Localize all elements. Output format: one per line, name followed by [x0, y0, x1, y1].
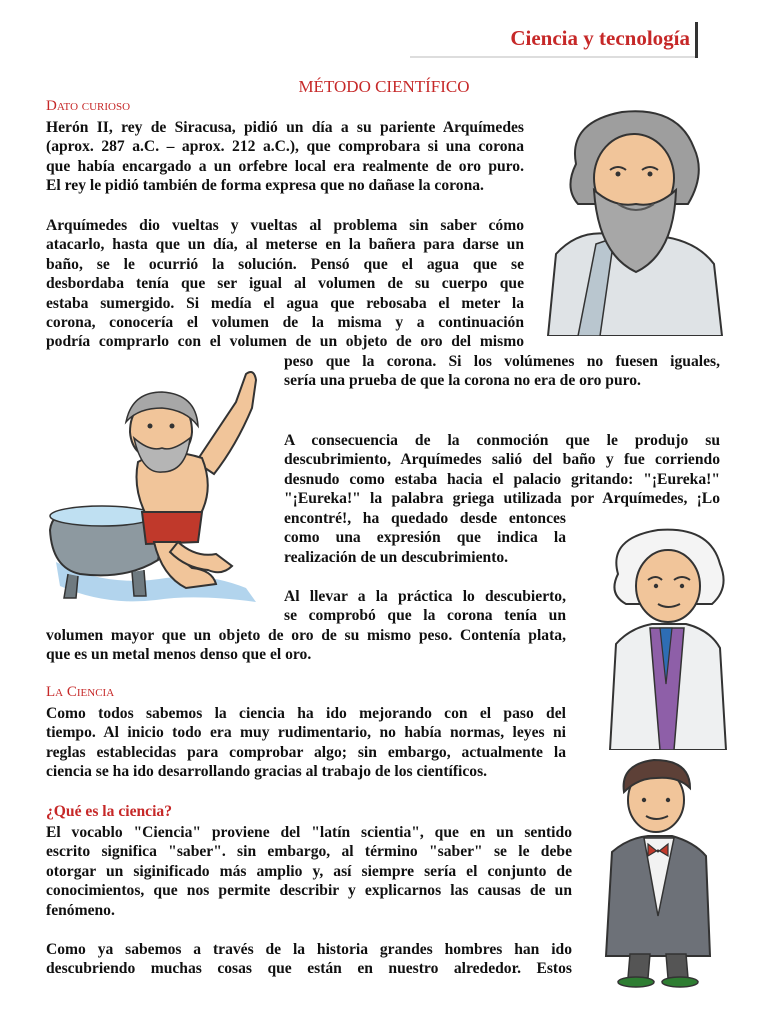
paragraph-que-es: [46, 823, 572, 920]
text-line: descubrimiento, Arquímedes salió del baño y fue corriendo: [284, 451, 720, 469]
text-line: que es un metal menos denso que el oro.: [46, 646, 312, 664]
text-line: Al llevar a la práctica lo descubierto,: [284, 588, 566, 605]
text-line: desnudo como estaba hacia el palacio gritando: "¡Eureka!": [284, 470, 720, 488]
text-line: conocimientos, que nos permite describir y explicarnos las causas de un: [46, 882, 572, 900]
text-line: A consecuencia de la conmoción que le produjo su: [284, 432, 720, 449]
paragraph-practica-cont: [46, 626, 566, 665]
paragraph-eureka: [284, 431, 720, 509]
text-line: atacarlo, hasta que un día, al meterse en la bañera para darse un: [46, 236, 524, 254]
text-line: escrito significa "saber". sin embargo, al término "saber" se le debe: [46, 843, 572, 861]
text-line: (aprox. 287 a.C. – aprox. 212 a.C.), que comprobara si una corona: [46, 138, 524, 156]
paragraph-heron: [46, 118, 524, 196]
scientist-white-hair-illustration: [600, 524, 732, 750]
text-line: desbordaba tenía que ser igual al volumen de su cuerpo que: [46, 275, 524, 293]
text-line: fenómeno.: [46, 901, 115, 919]
scientist-bowtie-illustration: [598, 756, 718, 988]
paragraph-arquimedes-cont: [284, 352, 720, 391]
text-line: podría comprarlo con el volumen de un objeto de oro del mismo: [46, 333, 524, 351]
text-line: que había encargado a un orfebre local era realmente de oro puro.: [46, 157, 524, 175]
text-line: sería una prueba de que la corona no era de oro puro.: [284, 372, 641, 390]
text-line: estaba sumergido. Si medía el agua que rebosaba el meter la: [46, 294, 524, 312]
text-line: descubriendo muchas cosas que están en nuestro alrededor. Estos: [46, 960, 572, 978]
text-line: Como todos sabemos la ciencia ha ido mejorando con el paso del: [46, 705, 566, 722]
text-line: Como ya sabemos a través de la historia grandes hombres han ido: [46, 941, 572, 958]
paragraph-historia: [46, 940, 572, 979]
text-line: ciencia se ha ido desarrollando gracias al trabajo de los científicos.: [46, 763, 488, 781]
text-line: se comprobó que la corona tenía un: [284, 607, 566, 625]
section-heading-que-es-la-ciencia: ¿Qué es la ciencia?: [46, 803, 173, 820]
section-heading-la-ciencia: La Ciencia: [46, 684, 115, 700]
archimedes-portrait-illustration: [538, 104, 724, 336]
text-line: como una expresión que indica la: [284, 529, 566, 547]
text-line: tiempo. Al inicio todo era muy rudimentario, no había normas, leyes ni: [46, 724, 566, 742]
header-divider: [695, 22, 698, 58]
text-line: otorgar un siginificado más amplio y, así siempre sería el conjunto de: [46, 862, 572, 880]
text-line: peso que la corona. Si los volúmenes no fuesen iguales,: [284, 353, 720, 370]
text-line: Arquímedes dio vueltas y vueltas al problema sin saber cómo: [46, 217, 524, 234]
header-title: Ciencia y tecnología: [510, 26, 690, 50]
paragraph-eureka-cont: [284, 509, 566, 567]
text-line: corona, conocería el volumen de la misma y a continuación: [46, 314, 524, 332]
text-line: encontré!, ha quedado desde entonces: [284, 510, 566, 527]
paragraph-la-ciencia: [46, 704, 566, 782]
text-line: Herón II, rey de Siracusa, pidió un día a su pariente Arquímedes: [46, 119, 524, 136]
text-line: El vocablo "Ciencia" proviene del "latín scientia", que en un sentido: [46, 824, 572, 841]
header-underline: [410, 56, 698, 58]
page-title: MÉTODO CIENTÍFICO: [298, 77, 470, 96]
text-line: El rey le pidió también de forma expresa que no dañase la corona.: [46, 177, 484, 195]
text-line: reglas establecidas para comprobar algo; sin embargo, actualmente la: [46, 743, 566, 761]
paragraph-practica: [284, 587, 566, 626]
archimedes-bathtub-illustration: [46, 362, 272, 612]
paragraph-arquimedes: [46, 216, 524, 352]
text-line: volumen mayor que un objeto de oro de su mismo peso. Contenía plata,: [46, 627, 566, 644]
page-header: [0, 18, 768, 58]
text-line: realización de un descubrimiento.: [284, 548, 509, 566]
text-line: "¡Eureka!" la palabra griega utilizada por Arquímedes, ¡Lo: [284, 490, 720, 508]
section-heading-dato-curioso: Dato curioso: [46, 98, 131, 114]
text-line: baño, se le ocurrió la solución. Pensó que el agua que se: [46, 255, 524, 273]
